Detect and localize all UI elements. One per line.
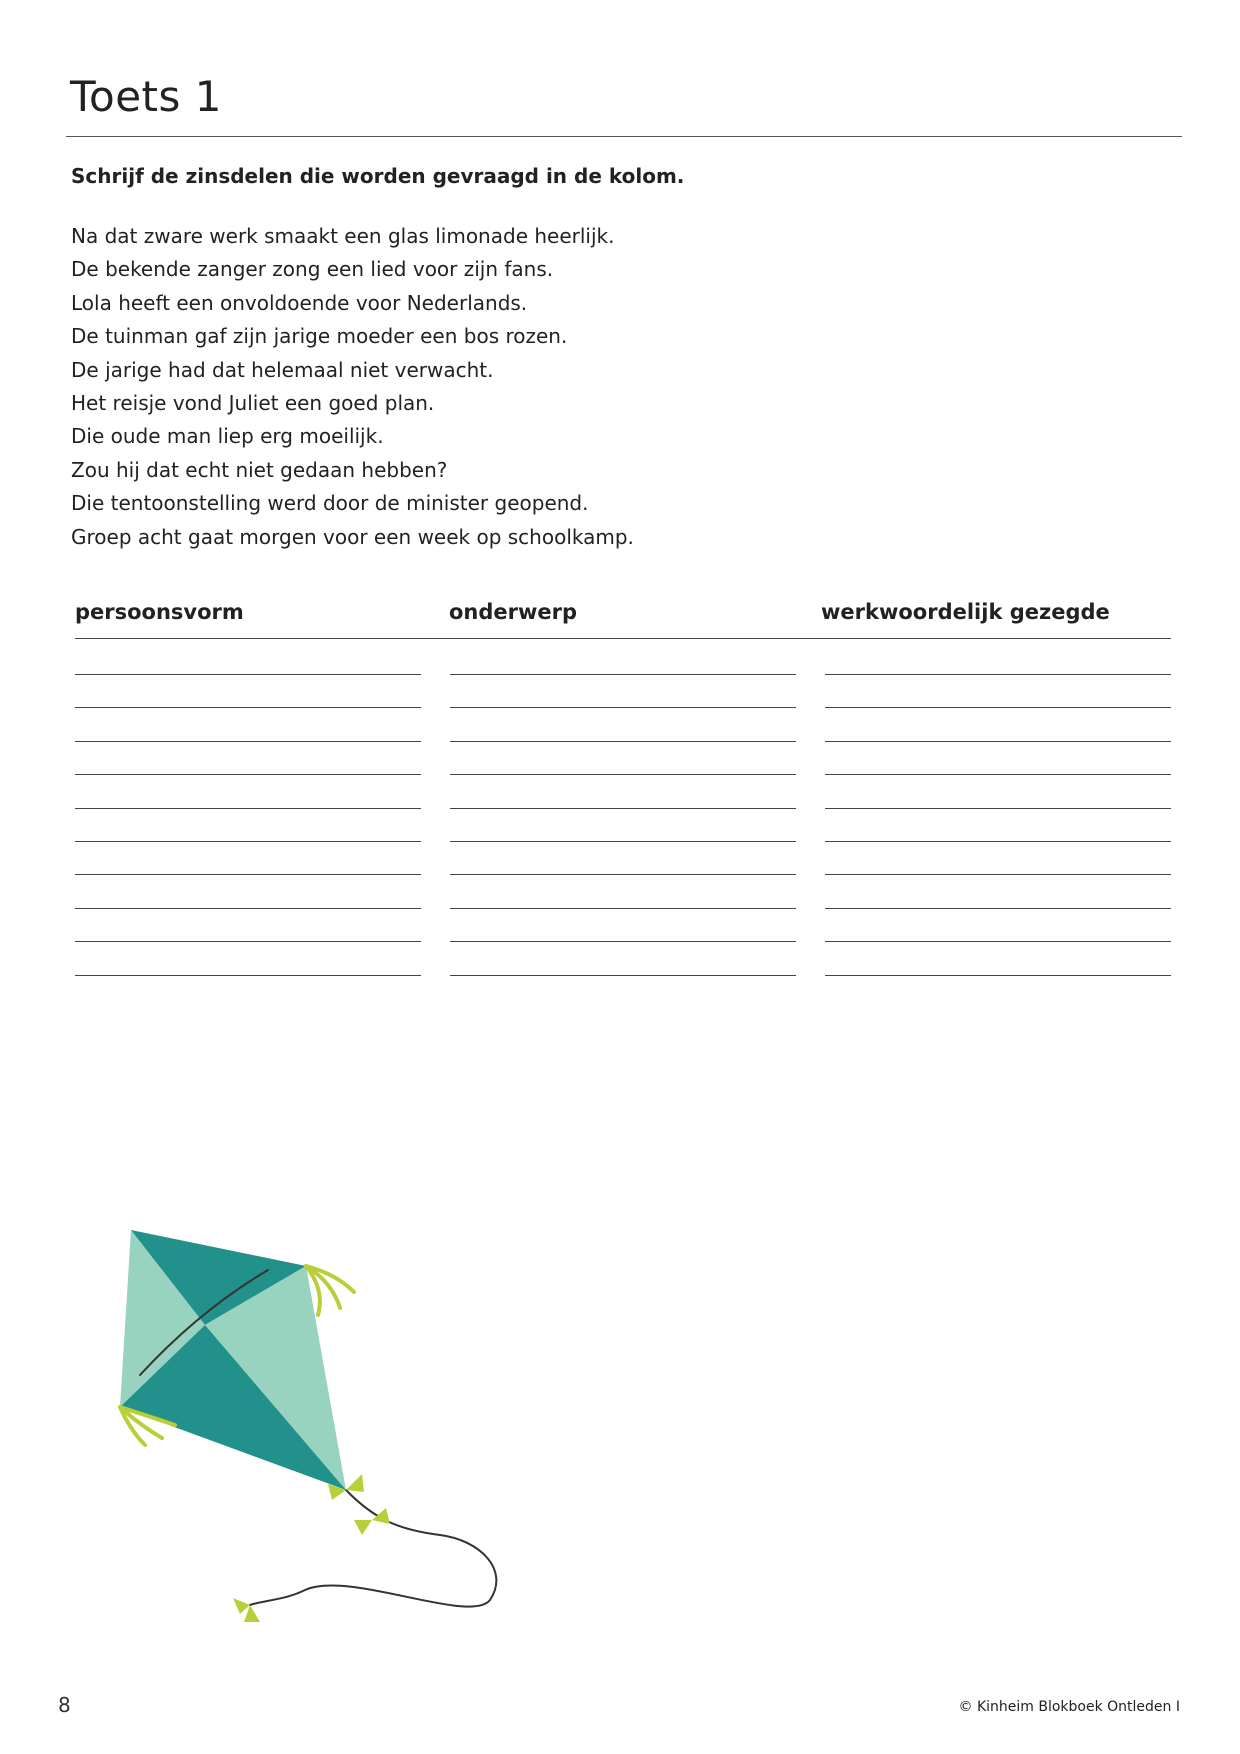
sentence: De bekende zanger zong een lied voor zijn fans. [71,257,554,282]
column-persoonsvorm [74,600,244,632]
answer-line[interactable] [75,741,421,742]
sentence-list [71,220,634,554]
answer-line[interactable] [450,808,796,809]
sentence: Die tentoonstelling werd door de minister geopend. [71,491,589,516]
answer-line[interactable] [450,674,796,675]
column-header: persoonsvorm [75,600,244,624]
column-header: werkwoordelijk gezegde [821,600,1110,624]
sentence: Die oude man liep erg moeilijk. [71,424,384,449]
answer-line[interactable] [825,908,1171,909]
sentence: Groep acht gaat morgen voor een week op schoolkamp. [71,524,634,549]
answer-line[interactable] [75,774,421,775]
answer-line[interactable] [450,908,796,909]
answer-line[interactable] [825,874,1171,875]
answer-line[interactable] [450,774,796,775]
title-divider [66,136,1182,137]
sentence: Zou hij dat echt niet gedaan hebben? [71,457,448,482]
answer-line[interactable] [75,874,421,875]
answer-line[interactable] [450,741,796,742]
answer-line[interactable] [825,707,1171,708]
column-header: onderwerp [449,600,578,624]
answer-line[interactable] [825,808,1171,809]
answer-line[interactable] [75,707,421,708]
answer-line[interactable] [450,874,796,875]
kite-bow [233,1598,260,1622]
column-onderwerp [448,600,577,632]
kite-string [250,1490,496,1607]
answer-line[interactable] [75,808,421,809]
answer-line[interactable] [825,741,1171,742]
sentence: De tuinman gaf zijn jarige moeder een bos rozen. [71,324,568,349]
sentence: Het reisje vond Juliet een goed plan. [71,390,435,415]
answer-line[interactable] [450,707,796,708]
sentence: Lola heeft een onvoldoende voor Nederlands. [71,290,528,315]
column-werkwoordelijk-gezegde [820,600,1110,632]
answer-line[interactable] [825,941,1171,942]
answer-line[interactable] [75,674,421,675]
header-divider [75,638,1171,639]
answer-line[interactable] [825,975,1171,976]
answer-line[interactable] [450,975,796,976]
answer-line[interactable] [75,841,421,842]
instruction: Schrijf de zinsdelen die worden gevraagd in de kolom. [71,164,685,188]
kite-illustration [100,1230,520,1660]
page-number: 8 [58,1693,71,1717]
answer-line[interactable] [450,841,796,842]
sentence: Na dat zware werk smaakt een glas limonade heerlijk. [71,224,615,248]
sentence: De jarige had dat helemaal niet verwacht. [71,357,494,382]
answer-line[interactable] [75,975,421,976]
answer-line[interactable] [825,774,1171,775]
answer-line[interactable] [825,841,1171,842]
page-title: Toets 1 [70,72,222,121]
answer-line[interactable] [75,908,421,909]
answer-line[interactable] [825,674,1171,675]
answer-line[interactable] [75,941,421,942]
copyright-notice: © Kinheim Blokboek Ontleden I [958,1699,1180,1715]
answer-line[interactable] [450,941,796,942]
